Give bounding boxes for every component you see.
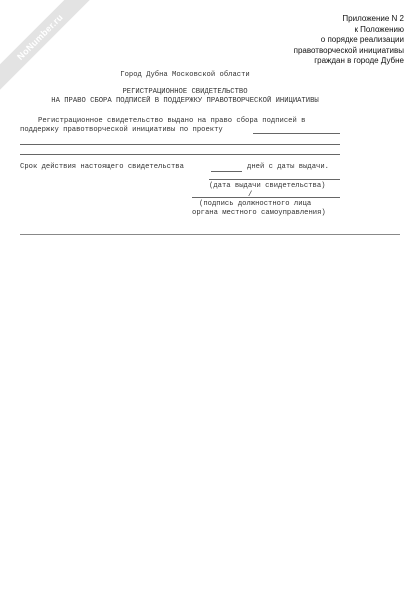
city-heading: Город Дубна Московской области: [120, 71, 250, 79]
project-name-field-continued: [20, 144, 340, 145]
document-subtitle: НА ПРАВО СБОРА ПОДПИСЕЙ В ПОДДЕРЖКУ ПРАВОТВОРЧЕСКОЙ ИНИЦИАТИВЫ: [51, 97, 319, 105]
appendix-line: о порядке реализации: [320, 35, 404, 44]
validity-prefix: Срок действия настоящего свидетельства: [20, 163, 184, 171]
page-separator: [20, 234, 400, 235]
appendix-line: к Положению: [354, 24, 404, 34]
validity-suffix: дней с даты выдачи.: [247, 163, 329, 171]
issue-date-label: (дата выдачи свидетельства): [209, 182, 326, 190]
body-text-line1: Регистрационное свидетельство выдано на право сбора подписей в: [38, 117, 306, 125]
body-text-line2: поддержку правотворческой инициативы по проекту: [20, 126, 223, 134]
signature-label-line2: органа местного самоуправления): [192, 209, 326, 217]
project-name-field: [253, 133, 340, 134]
appendix-line: правотворческой инициативы: [293, 45, 404, 55]
appendix-line: граждан в городе Дубне: [314, 56, 404, 65]
signature-field: [192, 197, 340, 198]
signature-label-line1: (подпись должностного лица: [199, 200, 312, 208]
project-name-field-continued: [20, 154, 340, 155]
appendix-header: [294, 14, 404, 67]
watermark-text: NoNumber.ru: [15, 12, 65, 62]
issue-date-field: [209, 179, 340, 180]
validity-days-field: [211, 171, 242, 172]
appendix-line: Приложение N 2: [342, 14, 404, 23]
document-title: РЕГИСТРАЦИОННОЕ СВИДЕТЕЛЬСТВО: [122, 88, 248, 96]
signature-slash: /: [248, 191, 253, 199]
